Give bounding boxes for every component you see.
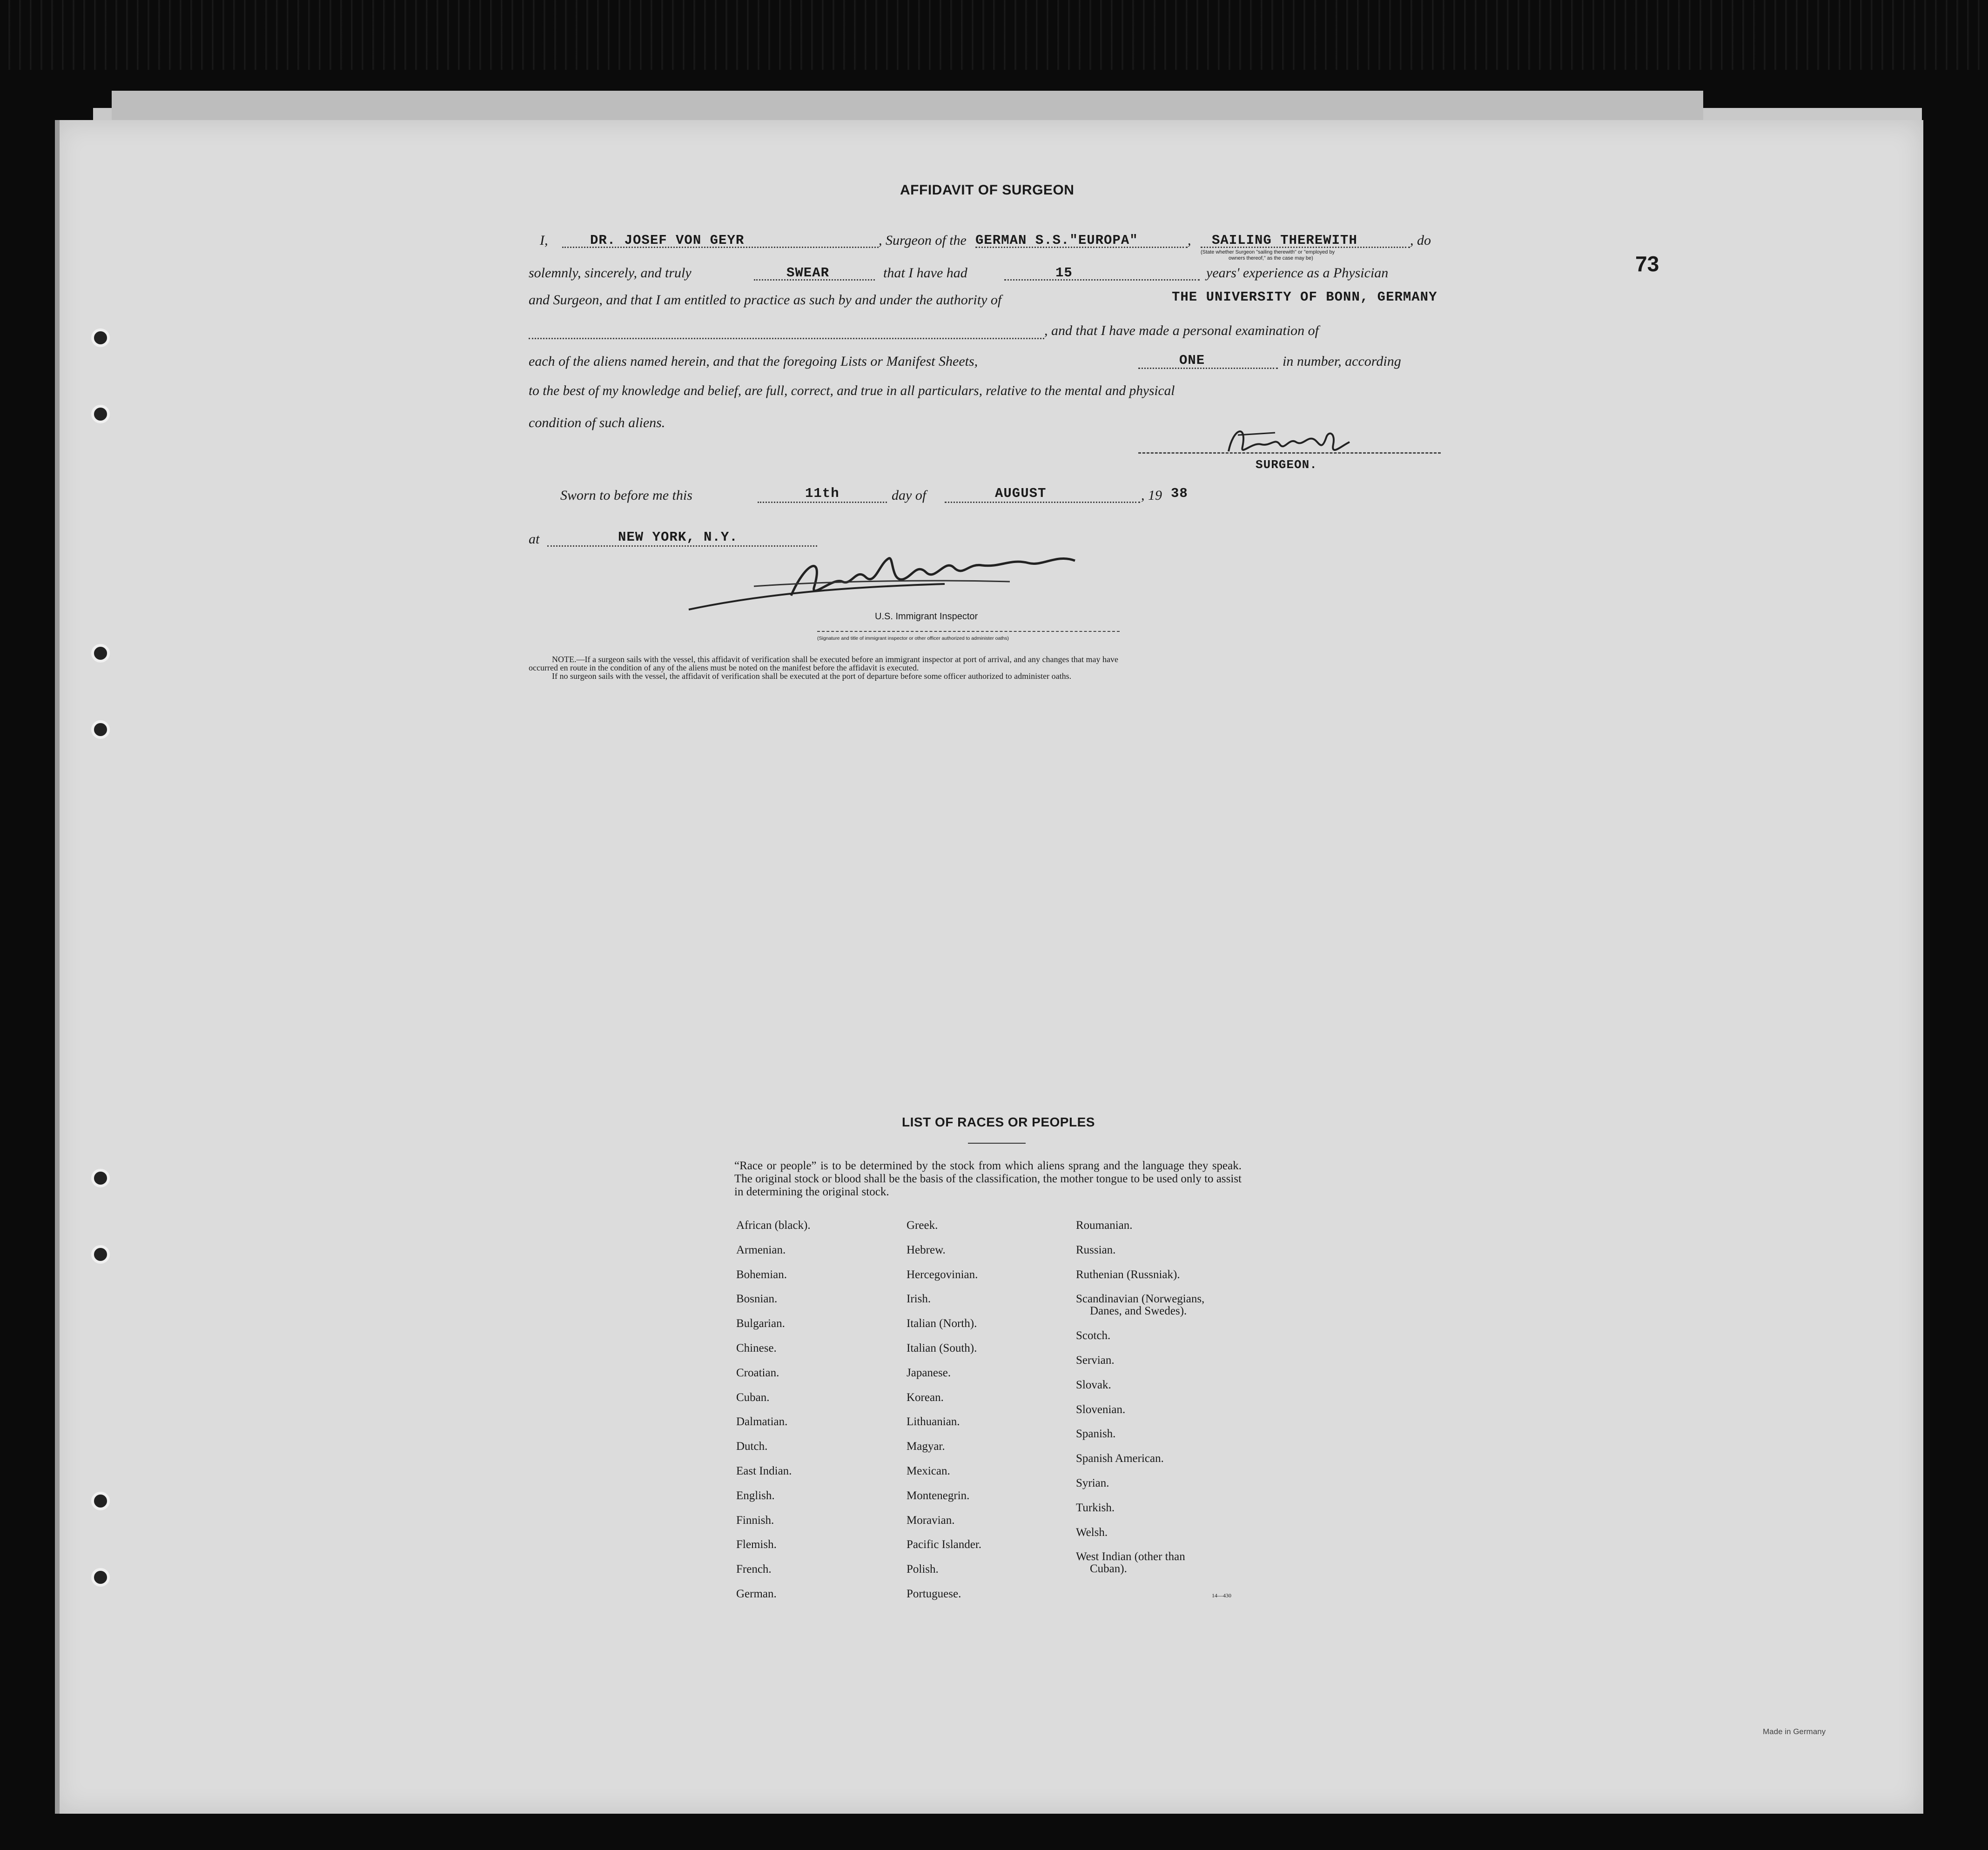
race-item: Greek. [907,1219,938,1232]
note-text: occurred en route in the condition of any of the aliens must be noted on the manifest before the affidavit is executed. [529,663,919,672]
binder-hole-icon [91,1169,110,1187]
race-item: Flemish. [736,1538,777,1551]
text-line: solemnly, sincerely, and truly [529,265,692,281]
signature-line [1138,452,1441,454]
text-line: years' experience as a Physician [1206,265,1389,281]
race-item: Pacific Islander. [907,1538,982,1551]
race-item: Spanish American. [1076,1452,1164,1465]
race-item: Danes, and Swedes). [1090,1305,1187,1318]
race-item: Chinese. [736,1342,777,1354]
text-line: that I have had [883,265,967,281]
sworn-day: 11th [805,486,840,501]
document-page [55,120,1923,1814]
race-item: Welsh. [1076,1526,1108,1539]
race-item: Scandinavian (Norwegians, [1076,1293,1205,1306]
race-item: Slovenian. [1076,1403,1126,1416]
race-item: East Indian. [736,1465,792,1477]
manifest-sheets: ONE [1179,353,1205,368]
race-item: Moravian. [907,1514,955,1527]
sworn-year: 38 [1171,486,1188,501]
race-item: Lithuanian. [907,1415,960,1428]
fill-line [1004,279,1200,281]
race-item: Turkish. [1076,1501,1115,1514]
note-text: NOTE.—If a surgeon sails with the vessel, this affidavit of verification shall be executed before an immigrant inspector at port of arrival, and any changes that may have [552,655,1118,664]
inspector-caption: (Signature and title of immigrant inspector or other officer authorized to administer oaths) [817,636,1009,641]
text-line: condition of such aliens. [529,415,665,430]
affidavit-title: AFFIDAVIT OF SURGEON [900,182,1075,198]
text-line: day of [892,488,927,503]
text-line: Sworn to before me this [560,488,692,503]
binder-hole-icon [91,1492,110,1510]
race-item: French. [736,1563,772,1576]
text-line: and Surgeon, and that I am entitled to practice as such by and under the authority of [529,292,1002,308]
race-item: Russian. [1076,1243,1116,1256]
binder-hole-icon [91,328,110,347]
authority: THE UNIVERSITY OF BONN, GERMANY [1172,289,1437,305]
vessel-name: GERMAN S.S."EUROPA" [975,233,1138,248]
surgeon-label: SURGEON. [1256,458,1317,472]
text-line: at [529,531,540,547]
fill-line [1138,368,1278,369]
race-item: Bulgarian. [736,1317,785,1330]
race-item: Cuban. [736,1391,770,1404]
sailing-status: SAILING THEREWITH [1212,233,1357,248]
race-item: English. [736,1489,775,1502]
races-intro: “Race or people” is to be determined by the stock from which aliens sprang and the language they speak. The original stock or blood shall be the basis of the classification, the mother tongue to be used only to assist in determining the original stock. [734,1160,1242,1198]
title-rule [968,1143,1026,1144]
text-line: in number, according [1283,354,1401,369]
page-number: 73 [1635,252,1659,276]
note-text: If no surgeon sails with the vessel, the affidavit of verification shall be executed at the port of departure before some officer authorized to administer oaths. [552,671,1072,681]
races-title: LIST OF RACES OR PEOPLES [902,1115,1095,1129]
race-item: Montenegrin. [907,1489,970,1502]
race-item: Italian (North). [907,1317,977,1330]
text-line: , 19 [1141,488,1162,503]
race-item: Servian. [1076,1354,1115,1367]
page-edge [55,120,60,1814]
race-item: Japanese. [907,1366,951,1379]
binder-hole-icon [91,1568,110,1587]
text-line: , and that I have made a personal examination of [1044,323,1319,338]
race-item: Roumanian. [1076,1219,1133,1232]
race-item: Hercegovinian. [907,1268,978,1281]
text-line: each of the aliens named herein, and that the foregoing Lists or Manifest Sheets, [529,354,978,369]
race-item: West Indian (other than [1076,1550,1185,1563]
made-in-label: Made in Germany [1763,1727,1826,1736]
years-experience: 15 [1055,265,1073,281]
binder-hole-icon [91,720,110,739]
race-item: Mexican. [907,1465,950,1477]
race-item: Dutch. [736,1440,768,1453]
scan-noise [0,0,1988,70]
fill-line [758,502,887,503]
race-item: Cuban). [1090,1562,1127,1575]
sworn-month: AUGUST [995,486,1047,501]
text-line: , do [1410,233,1431,248]
binder-hole-icon [91,644,110,663]
race-item: Syrian. [1076,1477,1109,1489]
binder-hole-icon [91,405,110,423]
race-item: Slovak. [1076,1378,1111,1391]
text-line: I, [540,233,548,248]
text-line: , Surgeon of the [879,233,967,248]
race-item: Bosnian. [736,1293,778,1306]
race-item: Scotch. [1076,1329,1111,1342]
race-item: German. [736,1588,777,1600]
race-item: Ruthenian (Russniak). [1076,1268,1180,1281]
surgeon-name: DR. JOSEF VON GEYR [590,233,745,248]
text-line: , [1188,233,1191,248]
oath-type: SWEAR [786,265,830,281]
race-item: Dalmatian. [736,1415,788,1428]
sailing-note: (State whether Surgeon "sailing therewith" or "employed by [1201,249,1335,255]
race-item: Polish. [907,1563,939,1576]
race-item: African (black). [736,1219,811,1232]
sworn-place: NEW YORK, N.Y. [618,530,738,545]
fill-line [529,338,1044,339]
sailing-note: owners thereof," as the case may be) [1229,255,1313,261]
race-item: Magyar. [907,1440,945,1453]
inspector-title: U.S. Immigrant Inspector [875,611,978,622]
race-item: Hebrew. [907,1243,946,1256]
race-item: Finnish. [736,1514,774,1527]
race-item: Portuguese. [907,1588,961,1600]
fill-line [945,502,1140,503]
text-line: to the best of my knowledge and belief, are full, correct, and true in all particulars, relative to the mental and physical [529,383,1175,398]
race-item: Armenian. [736,1243,786,1256]
race-item: Irish. [907,1293,931,1306]
race-item: Spanish. [1076,1428,1116,1441]
race-item: Italian (South). [907,1342,977,1354]
race-item: Bohemian. [736,1268,787,1281]
race-item: Croatian. [736,1366,779,1379]
race-item: Korean. [907,1391,944,1404]
inspector-signature-line [817,631,1120,632]
binder-hole-icon [91,1245,110,1264]
inspector-signature [684,535,1168,619]
form-code: 14—430 [1212,1592,1231,1599]
